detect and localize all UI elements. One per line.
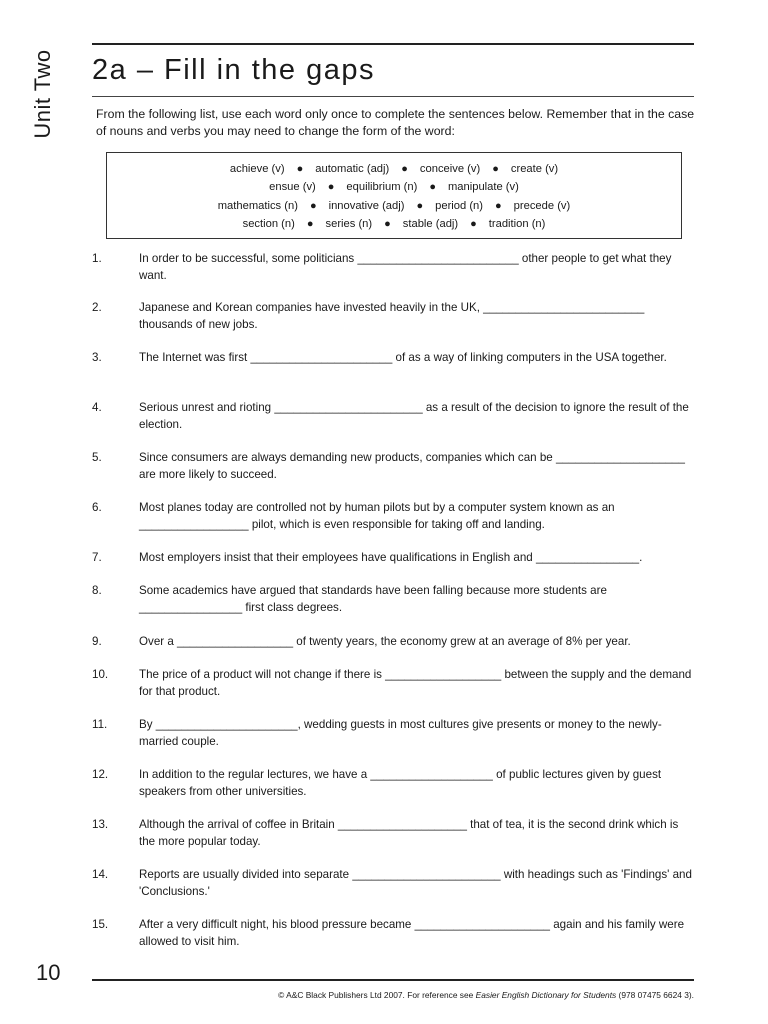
bottom-rule (92, 979, 694, 981)
title-rule (92, 96, 694, 97)
footer-book-title: Easier English Dictionary for Students (475, 990, 617, 1000)
bullet-separator: ● (429, 181, 436, 194)
question-number: 11. (92, 718, 108, 731)
word-item: innovative (adj) (328, 199, 405, 212)
question-text: In order to be successful, some politicians _________________________ other people to get what they want. (139, 252, 672, 282)
question-text: Over a __________________ of twenty years, the economy grew at an average of 8% per year. (139, 635, 631, 648)
word-item: tradition (n) (488, 218, 546, 231)
unit-label-text: Unit Two (30, 49, 55, 139)
question-item (92, 667, 696, 701)
question-item (92, 634, 696, 651)
word-item: ensue (v) (269, 181, 316, 194)
question-number: 8. (92, 584, 102, 597)
word-item: achieve (v) (229, 163, 285, 175)
instructions: From the following list, use each word only once to complete the sentences below. Remember that in the case of nouns and verbs you may need to change the form of the word: (96, 107, 695, 138)
question-item (92, 917, 696, 951)
word-item: manipulate (v) (447, 181, 519, 194)
question-text: Serious unrest and rioting _______________________ as a result of the decision to ignore the result of the election. (139, 401, 689, 431)
question-text: The Internet was first ______________________ of as a way of linking computers in the USA together. (139, 351, 667, 364)
top-rule (92, 43, 694, 45)
word-item: conceive (v) (419, 163, 481, 175)
question-number: 4. (92, 401, 102, 414)
question-item (92, 867, 696, 901)
bullet-separator: ● (495, 199, 502, 212)
question-text: Some academics have argued that standards have been falling because more students are ________________ first class degrees. (139, 584, 607, 614)
page-title: 2a – Fill in the gaps (92, 54, 375, 86)
bullet-separator: ● (384, 218, 391, 231)
word-row (107, 215, 681, 233)
word-item: period (n) (435, 199, 484, 212)
question-number: 15. (92, 918, 109, 931)
question-number: 10. (92, 668, 109, 681)
word-item: series (n) (325, 218, 373, 231)
question-text: After a very difficult night, his blood pressure became _____________________ again and his family were allowed to visit him. (139, 918, 685, 948)
question-text: By ______________________, wedding guests in most cultures give presents or money to the newly-married couple. (139, 718, 662, 748)
copyright-footer (278, 990, 694, 1000)
question-item (92, 500, 696, 534)
footer-suffix: (978 07475 6624 3). (616, 990, 694, 1000)
question-text: Although the arrival of coffee in Britain ____________________ that of tea, it is the second drink which is the more popular today. (139, 818, 679, 848)
question-item (92, 300, 696, 334)
question-text: Most planes today are controlled not by human pilots but by a computer system known as an _________________ pilot, which is even responsible for taking off and landing. (139, 501, 615, 531)
word-item: precede (v) (513, 199, 571, 212)
question-number: 3. (92, 351, 102, 364)
question-item (92, 767, 696, 801)
question-item (92, 450, 696, 484)
word-item: mathematics (n) (217, 199, 298, 212)
bullet-separator: ● (470, 218, 477, 231)
bullet-separator: ● (296, 163, 304, 175)
question-text: In addition to the regular lectures, we have a ___________________ of public lectures given by guest speakers from other universities. (139, 768, 662, 798)
question-number: 5. (92, 451, 102, 464)
footer-prefix: © A&C Black Publishers Ltd 2007. For reference see (278, 990, 476, 1000)
bullet-separator: ● (416, 199, 424, 212)
word-item: stable (adj) (402, 218, 459, 231)
question-text: Since consumers are always demanding new products, companies which can be ____________________ are more likely to succeed. (139, 451, 685, 481)
question-text: Japanese and Korean companies have invested heavily in the UK, _________________________ thousands of new jobs. (139, 301, 645, 331)
question-number: 14. (92, 868, 109, 881)
word-item: automatic (adj) (315, 163, 390, 175)
word-item: create (v) (510, 163, 559, 175)
word-row (107, 197, 681, 215)
question-number: 7. (92, 551, 102, 564)
bullet-separator: ● (492, 163, 499, 175)
word-item: equilibrium (n) (346, 181, 418, 194)
word-row (107, 160, 681, 178)
bullet-separator: ● (401, 163, 408, 175)
question-item (92, 400, 696, 434)
unit-label (28, 44, 58, 144)
question-number: 6. (92, 501, 102, 514)
word-item: section (n) (242, 218, 295, 231)
question-number: 12. (92, 768, 109, 781)
question-number: 1. (92, 252, 102, 265)
question-text: Most employers insist that their employees have qualifications in English and ________________. (139, 551, 643, 564)
question-item (92, 817, 696, 851)
question-number: 9. (92, 635, 102, 648)
question-item (92, 583, 696, 617)
question-item (92, 717, 696, 751)
question-number: 2. (92, 301, 102, 314)
question-item (92, 550, 696, 567)
page-number: 10 (36, 960, 61, 985)
word-row (107, 178, 681, 196)
question-text: Reports are usually divided into separate _______________________ with headings such as 'Findings' and 'Conclusions.' (139, 868, 692, 898)
question-text: The price of a product will not change if there is __________________ between the supply and the demand for that product. (139, 668, 692, 698)
word-list-box (106, 152, 682, 239)
question-item (92, 251, 696, 285)
question-item (92, 350, 696, 367)
bullet-separator: ● (327, 181, 335, 194)
bullet-separator: ● (309, 199, 317, 212)
bullet-separator: ● (306, 218, 314, 231)
question-number: 13. (92, 818, 109, 831)
